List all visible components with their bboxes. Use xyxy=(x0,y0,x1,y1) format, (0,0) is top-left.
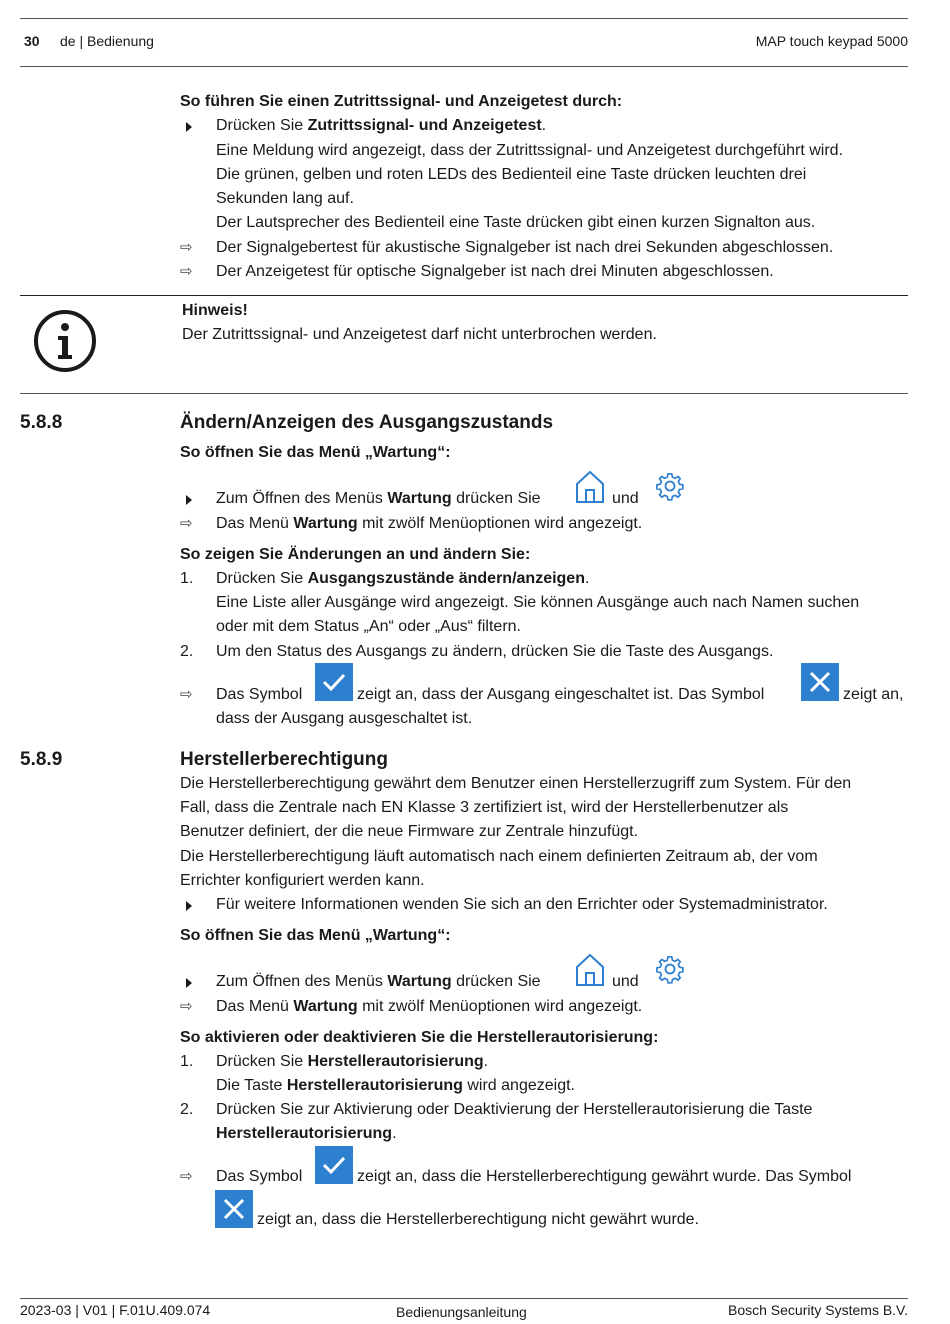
test-heading: So führen Sie einen Zutrittssignal- und Anzeigetest durch: xyxy=(180,93,623,110)
auth-para-1: Die Herstellerberechtigung gewährt dem Benutzer einen Herstellerzugriff zum System. Für den xyxy=(180,775,852,792)
auth-heading: So aktivieren oder deaktivieren Sie die Herstellerautorisierung: xyxy=(180,1029,659,1046)
open-menu-heading: So öffnen Sie das Menü „Wartung“: xyxy=(180,927,451,944)
footer-doc-id: 2023-03 | V01 | F.01U.409.074 xyxy=(20,1302,211,1318)
test-line-3: Sekunden lang auf. xyxy=(216,190,354,207)
gear-icon xyxy=(655,954,685,984)
symbol-result-d: dass der Ausgang ausgeschaltet ist. xyxy=(216,710,473,727)
header-top-rule xyxy=(20,18,908,19)
change-heading: So zeigen Sie Änderungen an und ändern Sie: xyxy=(180,546,531,563)
check-icon xyxy=(315,1146,353,1184)
change-step-2: Um den Status des Ausgangs zu ändern, drücken Sie die Taste des Ausgangs. xyxy=(216,643,774,660)
step-bullet xyxy=(180,114,192,138)
open-menu-step: Zum Öffnen des Menüs Wartung drücken Sie xyxy=(216,973,541,990)
step-bullet xyxy=(180,893,192,917)
auth-result-a: Das Symbol xyxy=(216,1168,303,1185)
step-bullet xyxy=(180,487,192,511)
symbol-result-a: Das Symbol xyxy=(216,686,303,703)
info-step: Für weitere Informationen wenden Sie sich an den Errichter oder Systemadministrator. xyxy=(216,896,828,913)
footer-doc-type: Bedienungsanleitung xyxy=(396,1304,527,1320)
home-icon xyxy=(574,470,606,504)
change-step-1: Drücken Sie Ausgangszustände ändern/anzeigen. xyxy=(216,570,590,587)
section-number: 5.8.9 xyxy=(20,749,63,770)
step-number: 1. xyxy=(180,570,194,587)
auth-para-3: Benutzer definiert, der die neue Firmware zur Zentrale hinzufügt. xyxy=(180,823,639,840)
open-step-and: und xyxy=(612,973,639,990)
auth-para-5: Errichter konfiguriert werden kann. xyxy=(180,872,425,889)
note-text: Der Zutrittssignal- und Anzeigetest darf nicht unterbrochen werden. xyxy=(182,326,657,343)
test-line-4: Der Lautsprecher des Bedienteil eine Taste drücken gibt einen kurzen Signalton aus. xyxy=(216,214,816,231)
auth-step-2-line-2: Herstellerautorisierung. xyxy=(216,1125,397,1142)
result-arrow: ⇨ xyxy=(180,515,193,532)
open-menu-step: Zum Öffnen des Menüs Wartung drücken Sie xyxy=(216,490,541,507)
header-section: de | Bedienung xyxy=(60,33,154,49)
test-line-1: Eine Meldung wird angezeigt, dass der Zutrittssignal- und Anzeigetest durchgeführt wird. xyxy=(216,142,844,159)
open-menu-result: Das Menü Wartung mit zwölf Menüoptionen wird angezeigt. xyxy=(216,515,643,532)
auth-para-2: Fall, dass die Zentrale nach EN Klasse 3 zertifiziert ist, wird der Herstellerbenutzer als xyxy=(180,799,789,816)
result-arrow: ⇨ xyxy=(180,686,193,703)
close-icon xyxy=(801,663,839,701)
step-number: 1. xyxy=(180,1053,194,1070)
open-menu-heading: So öffnen Sie das Menü „Wartung“: xyxy=(180,444,451,461)
symbol-result-b: zeigt an, dass der Ausgang eingeschaltet ist. Das Symbol xyxy=(357,686,765,703)
change-step-1-line-3: oder mit dem Status „An“ oder „Aus“ filtern. xyxy=(216,618,521,635)
auth-step-1: Drücken Sie Herstellerautorisierung. xyxy=(216,1053,489,1070)
home-icon xyxy=(574,953,606,987)
step-number: 2. xyxy=(180,1101,194,1118)
symbol-result-c: zeigt an, xyxy=(843,686,904,703)
section-title: Ändern/Anzeigen des Ausgangszustands xyxy=(180,412,554,433)
auth-result-c: zeigt an, dass die Herstellerberechtigung nicht gewährt wurde. xyxy=(257,1211,700,1228)
auth-para-4: Die Herstellerberechtigung läuft automatisch nach einem definierten Zeitraum ab, der vom xyxy=(180,848,818,865)
close-icon xyxy=(215,1190,253,1228)
footer-company: Bosch Security Systems B.V. xyxy=(728,1302,908,1318)
test-step: Drücken Sie Zutrittssignal- und Anzeigetest. xyxy=(216,117,547,134)
test-line-2: Die grünen, gelben und roten LEDs des Bedienteil eine Taste drücken leuchten drei xyxy=(216,166,807,183)
auth-result-b: zeigt an, dass die Herstellerberechtigung gewährt wurde. Das Symbol xyxy=(357,1168,852,1185)
header-bottom-rule xyxy=(20,66,908,67)
header-product: MAP touch keypad 5000 xyxy=(755,33,908,49)
section-title: Herstellerberechtigung xyxy=(180,749,388,770)
open-menu-result: Das Menü Wartung mit zwölf Menüoptionen wird angezeigt. xyxy=(216,998,643,1015)
note-title: Hinweis! xyxy=(182,302,248,319)
test-result-1: Der Signalgebertest für akustische Signalgeber ist nach drei Sekunden abgeschlossen. xyxy=(216,239,834,256)
page-number: 30 xyxy=(24,33,40,49)
footer-rule xyxy=(20,1298,908,1299)
note-bottom-rule xyxy=(20,393,908,394)
change-step-1-line-2: Eine Liste aller Ausgänge wird angezeigt. Sie können Ausgänge auch nach Namen suchen xyxy=(216,594,860,611)
auth-step-2: Drücken Sie zur Aktivierung oder Deaktivierung der Herstellerautorisierung die Taste xyxy=(216,1101,813,1118)
auth-step-1-line-2: Die Taste Herstellerautorisierung wird angezeigt. xyxy=(216,1077,575,1094)
section-number: 5.8.8 xyxy=(20,412,63,433)
result-arrow: ⇨ xyxy=(180,998,193,1015)
result-arrow: ⇨ xyxy=(180,239,193,256)
result-arrow: ⇨ xyxy=(180,263,193,280)
open-step-and: und xyxy=(612,490,639,507)
step-number: 2. xyxy=(180,643,194,660)
step-bullet xyxy=(180,970,192,994)
gear-icon xyxy=(655,471,685,501)
info-icon xyxy=(33,309,97,373)
note-top-rule xyxy=(20,295,908,296)
result-arrow: ⇨ xyxy=(180,1168,193,1185)
test-result-2: Der Anzeigetest für optische Signalgeber ist nach drei Minuten abgeschlossen. xyxy=(216,263,774,280)
check-icon xyxy=(315,663,353,701)
